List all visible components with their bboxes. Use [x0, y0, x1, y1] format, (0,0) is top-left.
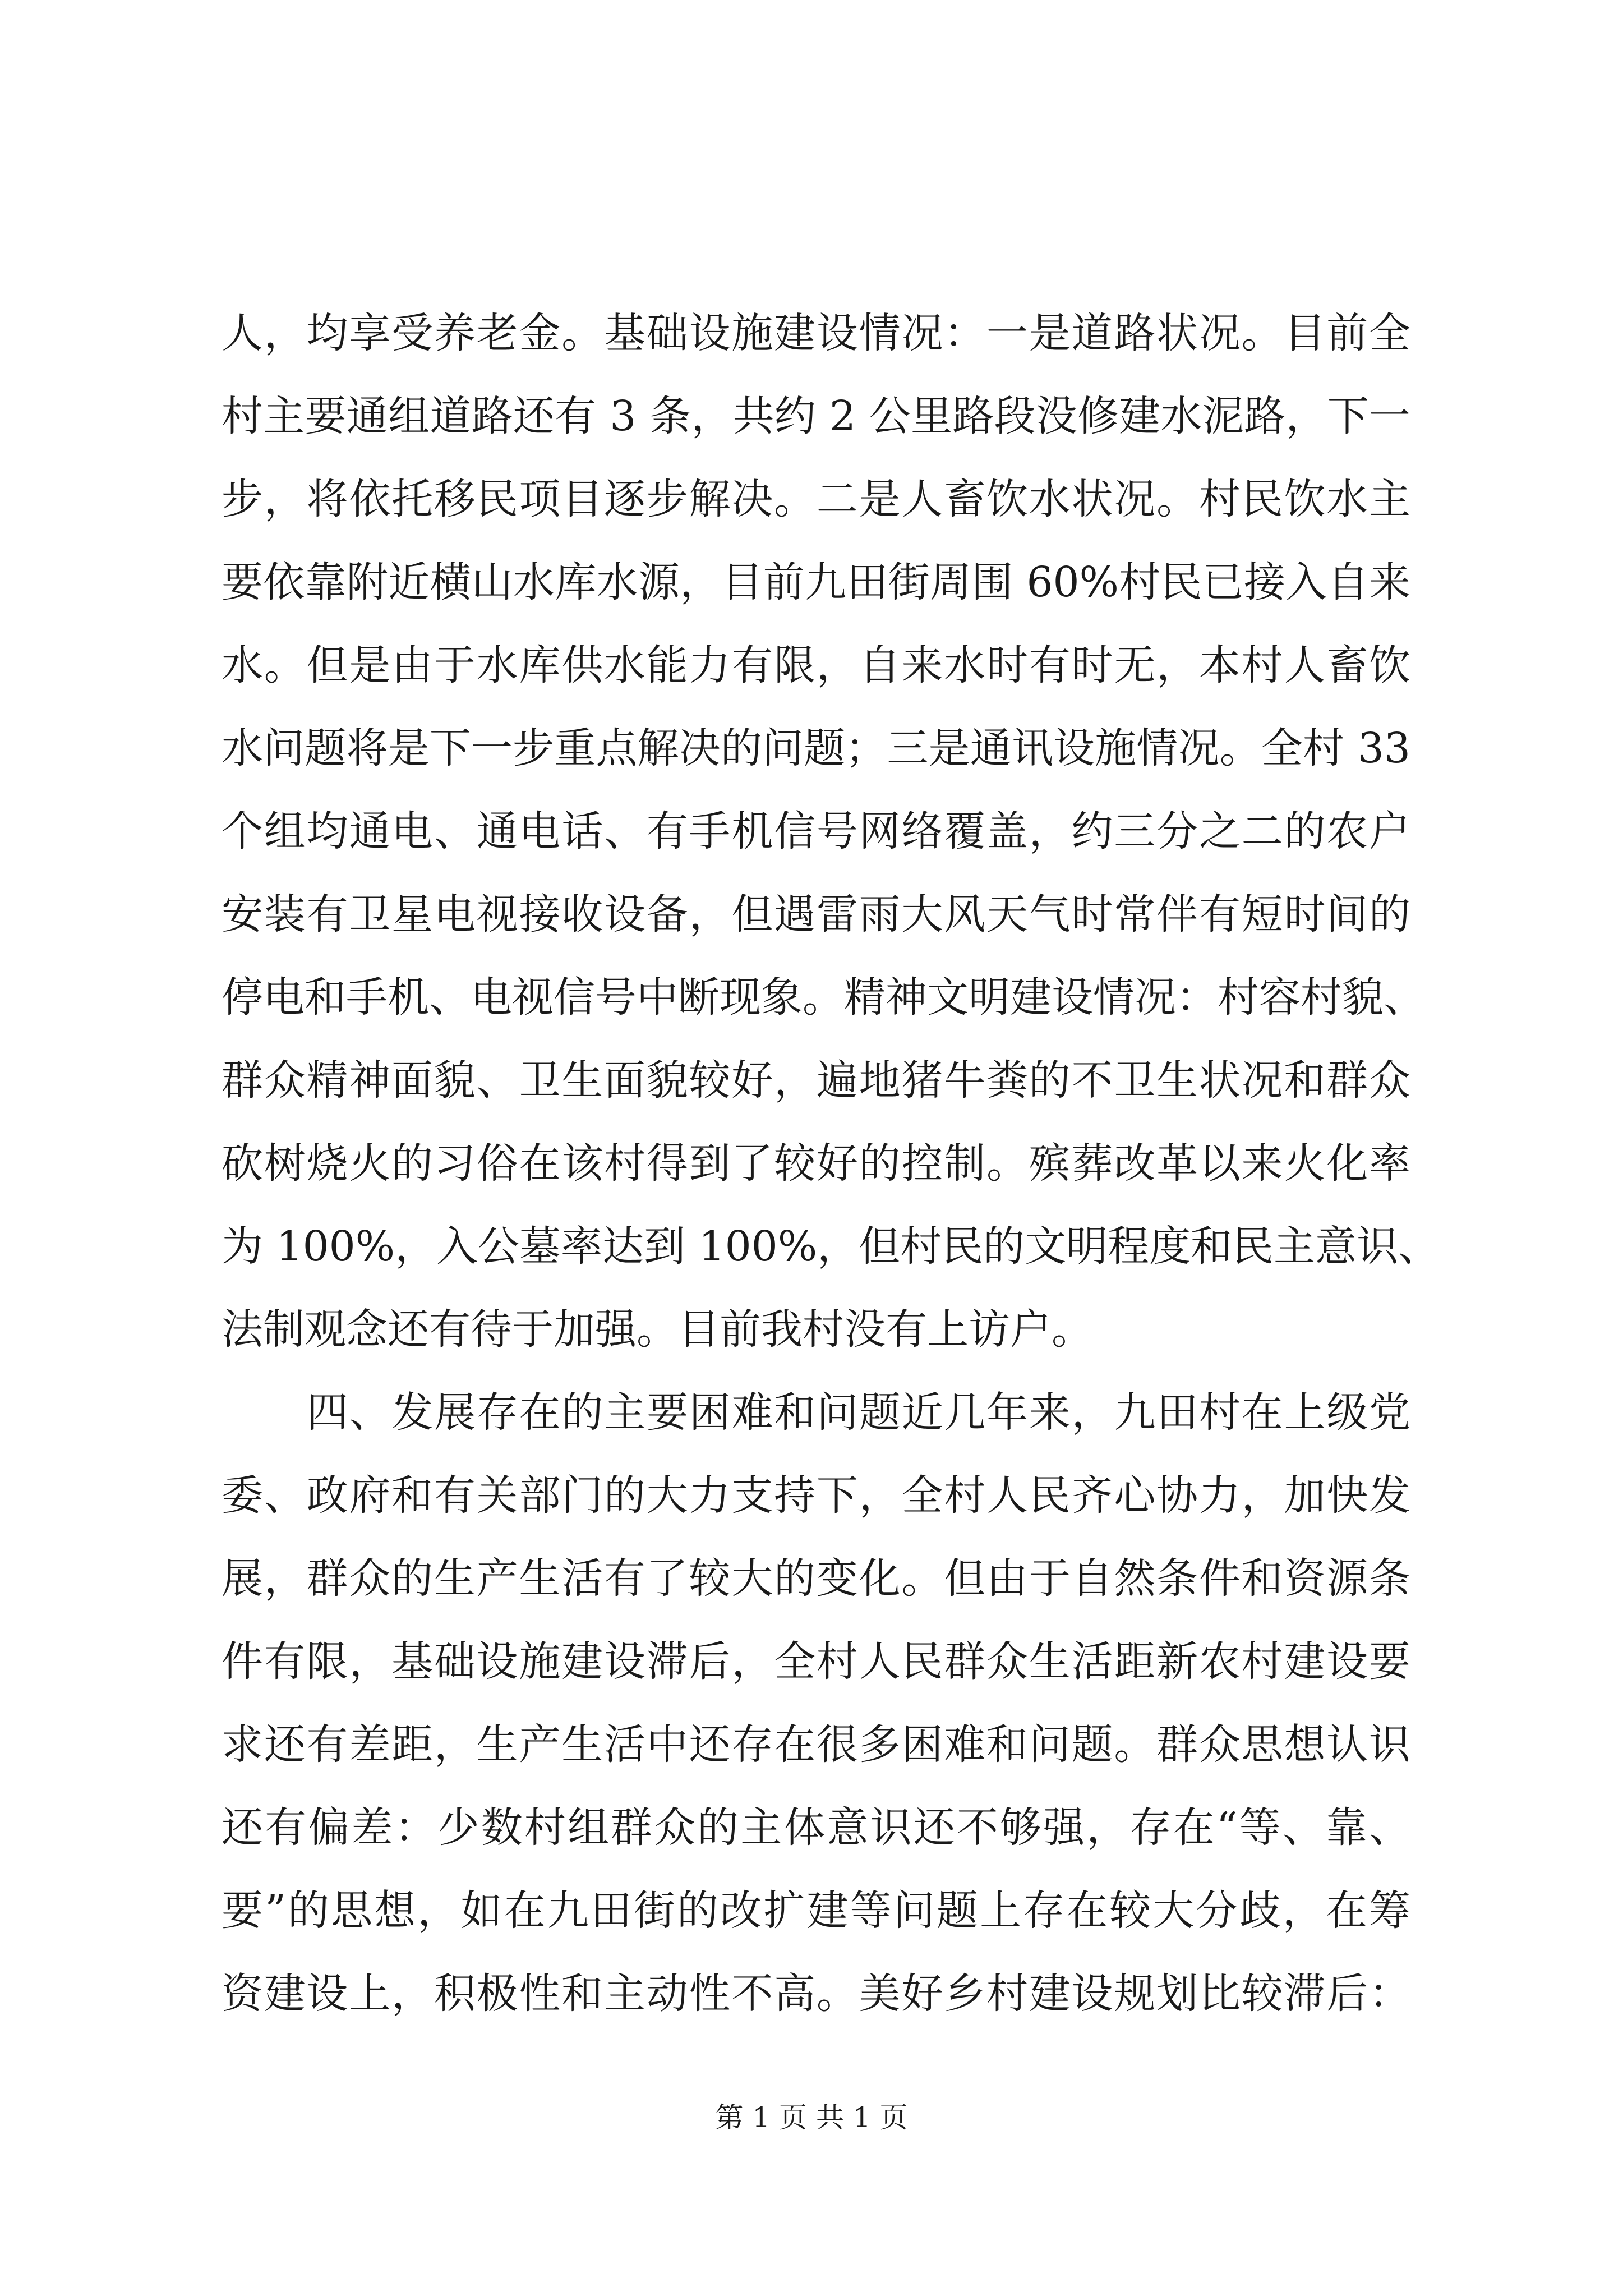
section-heading-line: 四、发展存在的主要困难和问题近几年来，九田村在上级党 [307, 1388, 1410, 1437]
text-line: 展，群众的生产生活有了较大的变化。但由于自然条件和资源条 [222, 1554, 1410, 1603]
text-line: 件有限，基础设施建设滞后，全村人民群众生活距新农村建设要 [222, 1637, 1410, 1686]
text-line: 人，均享受养老金。基础设施建设情况：一是道路状况。目前全 [222, 309, 1410, 357]
text-line: 群众精神面貌、卫生面貌较好，遍地猪牛粪的不卫生状况和群众 [222, 1056, 1410, 1105]
page-footer: 第 1 页 共 1 页 [715, 2101, 908, 2134]
text-line: 为 100%，入公墓率达到 100%，但村民的文明程度和民主意识、 [222, 1222, 1440, 1271]
text-line: 砍树烧火的习俗在该村得到了较好的控制。殡葬改革以来火化率 [222, 1139, 1410, 1188]
text-line: 安装有卫星电视接收设备，但遇雷雨大风天气时常伴有短时间的 [222, 890, 1410, 938]
text-line: 村主要通组道路还有 3 条，共约 2 公里路段没修建水泥路，下一 [222, 392, 1410, 440]
text-line: 要依靠附近横山水库水源，目前九田街周围 60%村民已接入自来 [222, 558, 1410, 606]
body-text [222, 292, 1440, 2035]
text-line: 水问题将是下一步重点解决的问题；三是通讯设施情况。全村 33 [222, 724, 1410, 772]
text-line: 步，将依托移民项目逐步解决。二是人畜饮水状况。村民饮水主 [222, 475, 1410, 523]
text-line: 水。但是由于水库供水能力有限，自来水时有时无，本村人畜饮 [222, 641, 1410, 689]
text-line: 要”的思想，如在九田街的改扩建等问题上存在较大分歧，在筹 [222, 1887, 1410, 1935]
text-line: 个组均通电、通电话、有手机信号网络覆盖，约三分之二的农户 [222, 807, 1410, 855]
text-line: 还有偏差：少数村组群众的主体意识还不够强，存在“等、靠、 [222, 1803, 1410, 1852]
text-line: 委、政府和有关部门的大力支持下，全村人民齐心协力，加快发 [222, 1471, 1410, 1520]
text-line: 资建设上，积极性和主动性不高。美好乡村建设规划比较滞后： [222, 1970, 1410, 2018]
text-line: 停电和手机、电视信号中断现象。精神文明建设情况：村容村貌、 [222, 973, 1425, 1022]
text-line: 求还有差距，生产生活中还存在很多困难和问题。群众思想认识 [222, 1720, 1410, 1769]
text-line: 法制观念还有待于加强。目前我村没有上访户。 [222, 1305, 1093, 1354]
